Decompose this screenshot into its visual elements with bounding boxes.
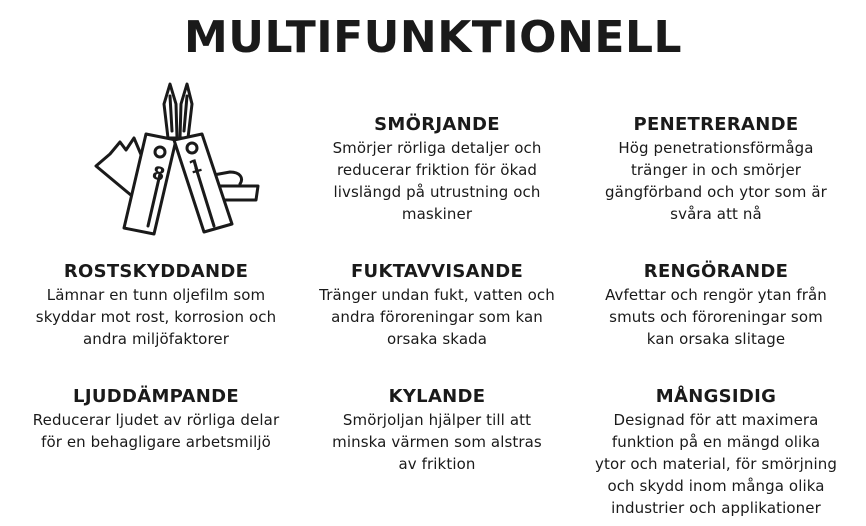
desc-line: reducerar friktion för ökad <box>336 161 538 179</box>
desc-line: minska värmen som alstras <box>332 433 542 451</box>
desc-line: maskiner <box>401 205 473 223</box>
feature-smorjande <box>302 113 572 225</box>
feature-description <box>302 284 572 350</box>
feature-kylande <box>302 385 572 475</box>
feature-mangsidig <box>581 385 851 519</box>
desc-line: smuts och föroreningar som <box>609 308 823 326</box>
desc-line: orsaka skada <box>386 330 488 348</box>
desc-line: Avfettar och rengör ytan från <box>605 286 827 304</box>
feature-description <box>302 137 572 225</box>
feature-ljuddampande <box>21 385 291 453</box>
feature-description <box>581 284 851 350</box>
desc-line: kan orsaka slitage <box>646 330 786 348</box>
feature-title: KYLANDE <box>388 386 486 407</box>
desc-line: livslängd på utrustning och <box>333 183 541 201</box>
feature-title: LJUDDÄMPANDE <box>73 386 239 407</box>
desc-line: gängförband och ytor som är <box>605 183 827 201</box>
feature-title: PENETRERANDE <box>633 114 799 135</box>
feature-description <box>21 409 291 453</box>
desc-line: Hög penetrationsförmåga <box>618 139 814 157</box>
feature-title: ROSTSKYDDANDE <box>63 261 249 282</box>
desc-line: Designad för att maximera <box>613 411 819 429</box>
handle-right-label: 1 <box>186 155 205 179</box>
feature-title: FUKTAVVISANDE <box>350 261 524 282</box>
feature-title: MÅNGSIDIG <box>655 386 777 407</box>
feature-description <box>302 409 572 475</box>
feature-title: RENGÖRANDE <box>643 261 789 282</box>
desc-line: Tränger undan fukt, vatten och <box>319 286 555 304</box>
feature-rostskyddande <box>21 260 291 350</box>
feature-rengorande <box>581 260 851 350</box>
desc-line: tränger in och smörjer <box>630 161 802 179</box>
desc-line: och skydd inom många olika <box>607 477 825 495</box>
desc-line: andra föroreningar som kan <box>331 308 543 326</box>
desc-line: för en behagligare arbetsmiljö <box>41 433 271 451</box>
desc-line: Smörjoljan hjälper till att <box>342 411 532 429</box>
feature-description <box>581 137 851 225</box>
desc-line: ytor och material, för smörjning <box>595 455 837 473</box>
desc-line: Reducerar ljudet av rörliga delar <box>32 411 280 429</box>
feature-title: SMÖRJANDE <box>374 114 500 135</box>
desc-line: svåra att nå <box>670 205 762 223</box>
desc-line: funktion på en mängd olika <box>611 433 821 451</box>
desc-line: skyddar mot rost, korrosion och <box>35 308 277 326</box>
desc-line: industrier och applikationer <box>611 499 821 517</box>
desc-line: av friktion <box>398 455 476 473</box>
multitool-icon <box>80 76 270 241</box>
handle-left-label: 8 <box>149 162 168 186</box>
feature-description <box>21 284 291 350</box>
page-title: MULTIFUNKTIONELL <box>183 12 683 63</box>
desc-line: Smörjer rörliga detaljer och <box>332 139 542 157</box>
desc-line: andra miljöfaktorer <box>83 330 229 348</box>
feature-fuktavvisande <box>302 260 572 350</box>
feature-description <box>581 409 851 519</box>
feature-penetrerande <box>581 113 851 225</box>
desc-line: Lämnar en tunn oljefilm som <box>46 286 266 304</box>
